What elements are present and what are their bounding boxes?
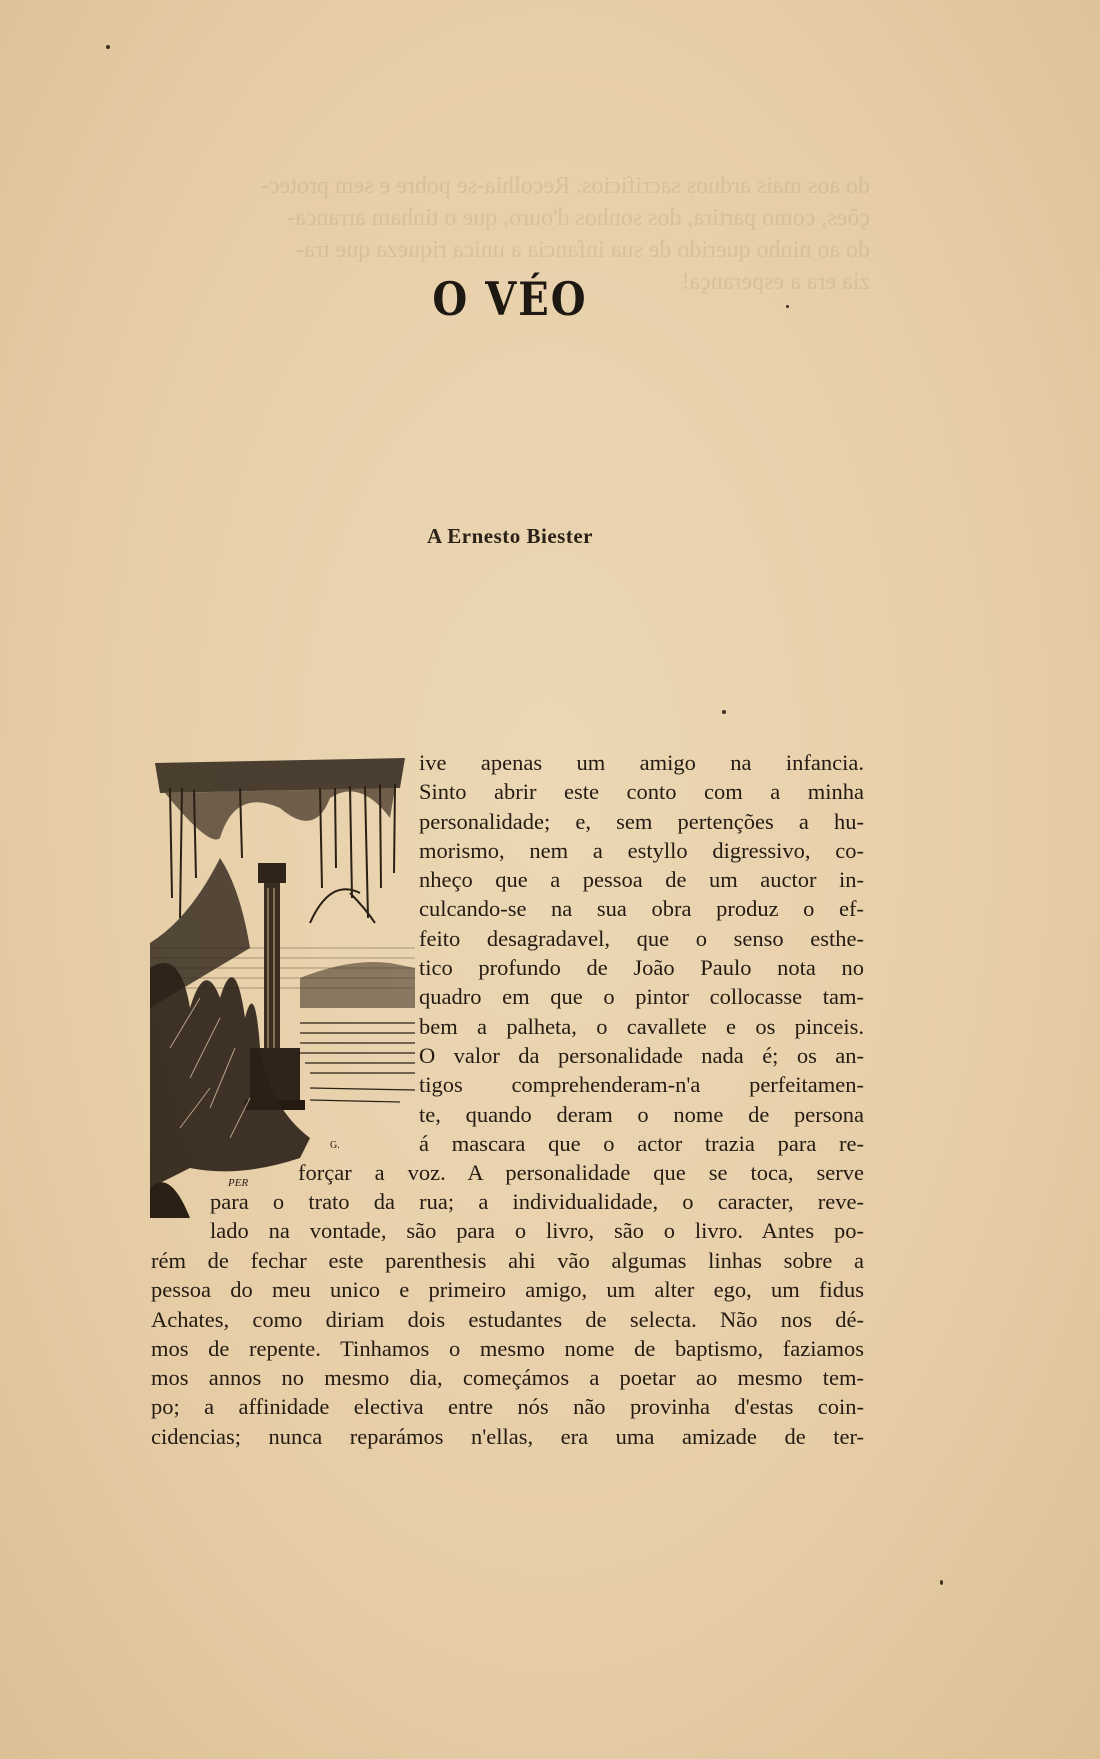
svg-text:PER: PER: [228, 1177, 249, 1189]
text-line: culcando-se na sua obra produz o ef-: [419, 896, 864, 922]
dedication: A Ernesto Biester: [427, 524, 593, 548]
text-line: Achates, como diriam dois estudantes de selecta. Não nos dé-: [151, 1306, 864, 1332]
text-line: lado na vontade, são para o livro, são o livro. Antes po-: [210, 1218, 864, 1244]
bleed-line: do aos mais arduos sacrificios. Recolhia-se pobre e sem protec-: [260, 173, 870, 199]
text-line: nheço que a pessoa de um auctor in-: [419, 867, 864, 893]
text-line: O valor da personalidade nada é; os an-: [419, 1042, 864, 1068]
text-line: pessoa do meu unico e primeiro amigo, um alter ego, um fidus: [151, 1277, 864, 1303]
body-text-mid-line: [298, 1158, 864, 1187]
body-text-right-column: [419, 748, 864, 1158]
paper-speck: [722, 710, 726, 714]
body-text-full-width: [151, 1246, 864, 1451]
text-line: te, quando deram o nome de persona: [419, 1101, 864, 1127]
text-line: feito desagradavel, que o senso esthe-: [419, 925, 864, 951]
text-line: mos de repente. Tinhamos o mesmo nome de baptismo, faziamos: [151, 1335, 864, 1361]
text-line: tico profundo de João Paulo nota no: [419, 955, 864, 981]
engraved-initial-illustration: [150, 748, 415, 1218]
text-line: rém de fechar este parenthesis ahi vão algumas linhas sobre a: [151, 1248, 864, 1273]
bleed-line: ções, como partira, dos sonhos d'ouro, que o tinham arranca-: [287, 205, 870, 231]
paper-speck: [786, 305, 789, 308]
bleed-line: zia era a esperança!: [681, 269, 870, 295]
text-line: bem a palheta, o cavallete e os pinceis.: [419, 1013, 864, 1039]
text-line: ive apenas um amigo na infancia.: [419, 750, 864, 775]
text-line: mos annos no mesmo dia, começámos a poetar ao mesmo tem-: [151, 1365, 864, 1391]
paper-speck: [106, 45, 110, 49]
text-line: para o trato da rua; a individualidade, o caracter, reve-: [210, 1189, 864, 1214]
chapter-title: O VÉO: [432, 272, 588, 327]
text-line: morismo, nem a estyllo digressivo, co-: [419, 837, 864, 863]
text-line: forçar a voz. A personalidade que se toca, serve: [298, 1160, 864, 1185]
text-line: tigos comprehenderam-n'a perfeitamen-: [419, 1072, 864, 1098]
text-line: cidencias; nunca reparámos n'ellas, era uma amizade de ter-: [151, 1423, 864, 1449]
text-line: po; a affinidade electiva entre nós não provinha d'estas coin-: [151, 1394, 864, 1420]
text-line: Sinto abrir este conto com a minha: [419, 779, 864, 805]
text-line: á mascara que o actor trazia para re-: [419, 1130, 864, 1156]
text-line: personalidade; e, sem pertenções a hu-: [419, 808, 864, 834]
body-text-low-lines: [210, 1187, 864, 1246]
paper-speck: [940, 1580, 943, 1585]
text-line: quadro em que o pintor collocasse tam-: [419, 984, 864, 1010]
bleed-line: do ao ninho querido de sua infancia a unica riqueza que tra-: [296, 237, 870, 263]
svg-text:G.: G.: [330, 1140, 340, 1151]
